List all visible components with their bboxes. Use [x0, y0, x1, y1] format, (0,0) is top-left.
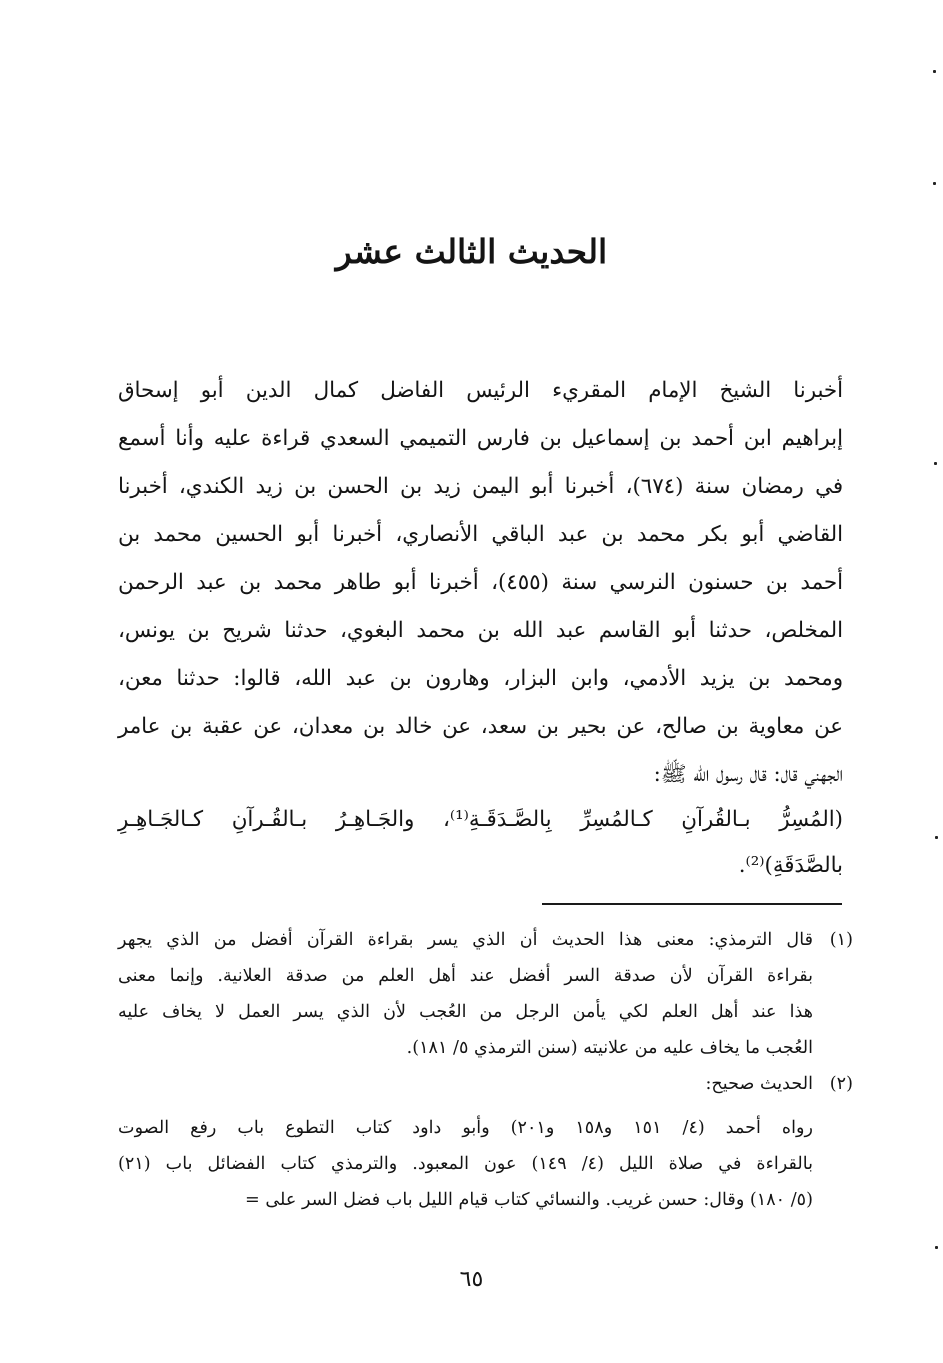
footnote-line: هذا عند أهل العلم لكي يأمن الرجل من العُجب لأن الذي يسر العمل لا يخاف عليه	[118, 1002, 813, 1022]
scan-mark	[933, 182, 936, 185]
footnote-line: العُجب ما يخاف عليه من علانيته (سنن الترمذي ٥/ ١٨١).	[406, 1038, 813, 1058]
hadith-text	[118, 797, 843, 889]
body-line: أحمد بن حسنون النرسي سنة (٤٥٥)، أخبرنا أبو طاهر محمد بن عبد الرحمن	[118, 570, 843, 595]
chapter-title: الحديث الثالث عشر	[335, 232, 608, 271]
body-line: المخلص، حدثنا أبو القاسم عبد الله بن محمد البغوي، حدثنا شريح بن يونس،	[118, 618, 843, 643]
body-line: أخبرنا الشيخ الإمام المقريء الرئيس الفاضل كمال الدين أبو إسحاق	[118, 378, 843, 403]
footnote-text: الحديث صحيح:	[705, 1074, 813, 1094]
footnote-line: رواه أحمد (٤/ ١٥١ و١٥٨ و٢٠١) وأبو داود كتاب التطوع باب رفع الصوت	[118, 1118, 813, 1138]
page-number: ٦٥	[459, 1267, 484, 1292]
body-line: عن معاوية بن صالح، عن بحير بن سعد، عن خالد بن معدان، عن عقبة بن عامر	[118, 714, 843, 739]
body-line: ومحمد بن يزيد الأدمي، وابن البزار، وهارون بن عبد الله، قالوا: حدثنا معن،	[118, 666, 843, 691]
footnote-line	[118, 922, 853, 958]
footnote-line: بقراءة القرآن لأن صدقة السر أفضل عند أهل العلم من صدقة العلانية. وإنما معنى	[118, 966, 813, 986]
footnotes	[118, 922, 853, 1218]
footnote-text: قال الترمذي: معنى هذا الحديث أن الذي يسر بقراءة القرآن أفضل من الذي يجهر	[118, 930, 813, 950]
footnote-number: (٢)	[829, 1074, 853, 1094]
footnote-separator	[542, 903, 842, 905]
scan-mark	[935, 836, 938, 839]
isnad-paragraph	[118, 367, 843, 799]
footnote-line: بالقراءة في صلاة الليل (٤/ ١٤٩) عون المعبود. والترمذي كتاب الفضائل باب (٢١)	[118, 1154, 813, 1174]
hadith-line: (المُسِرُّ بـالقُرآنِ كـالمُسِرِّ بِالصَّـدَقَـةِ⁽¹⁾، والجَـاهِـرُ بـالقُـرآنِ كـالجَـاهِـرِ	[118, 807, 843, 832]
scan-mark	[935, 1246, 938, 1249]
scan-mark	[933, 70, 936, 73]
footnote-number: (١)	[829, 930, 853, 950]
footnote-line: (٥/ ١٨٠) وقال: حسن غريب. والنسائي كتاب قيام الليل باب فضل السر على =	[245, 1190, 813, 1210]
hadith-line: بالصَّدَقَةِ)⁽²⁾.	[738, 853, 843, 878]
body-line: إبراهيم ابن أحمد بن إسماعيل بن فارس التميمي السعدي قراءة عليه وأنا أسمع	[118, 426, 843, 451]
body-line: في رمضان سنة (٦٧٤)، أخبرنا أبو اليمن زيد بن الحسن بن زيد الكندي، أخبرنا	[118, 474, 843, 499]
scan-mark	[934, 462, 937, 465]
body-line: الجهني قال: قال رسول الله ﷺ:	[653, 762, 843, 787]
footnote-line	[118, 1066, 853, 1102]
body-line: القاضي أبو بكر محمد بن عبد الباقي الأنصاري، أخبرنا أبو الحسين محمد بن	[118, 522, 843, 547]
